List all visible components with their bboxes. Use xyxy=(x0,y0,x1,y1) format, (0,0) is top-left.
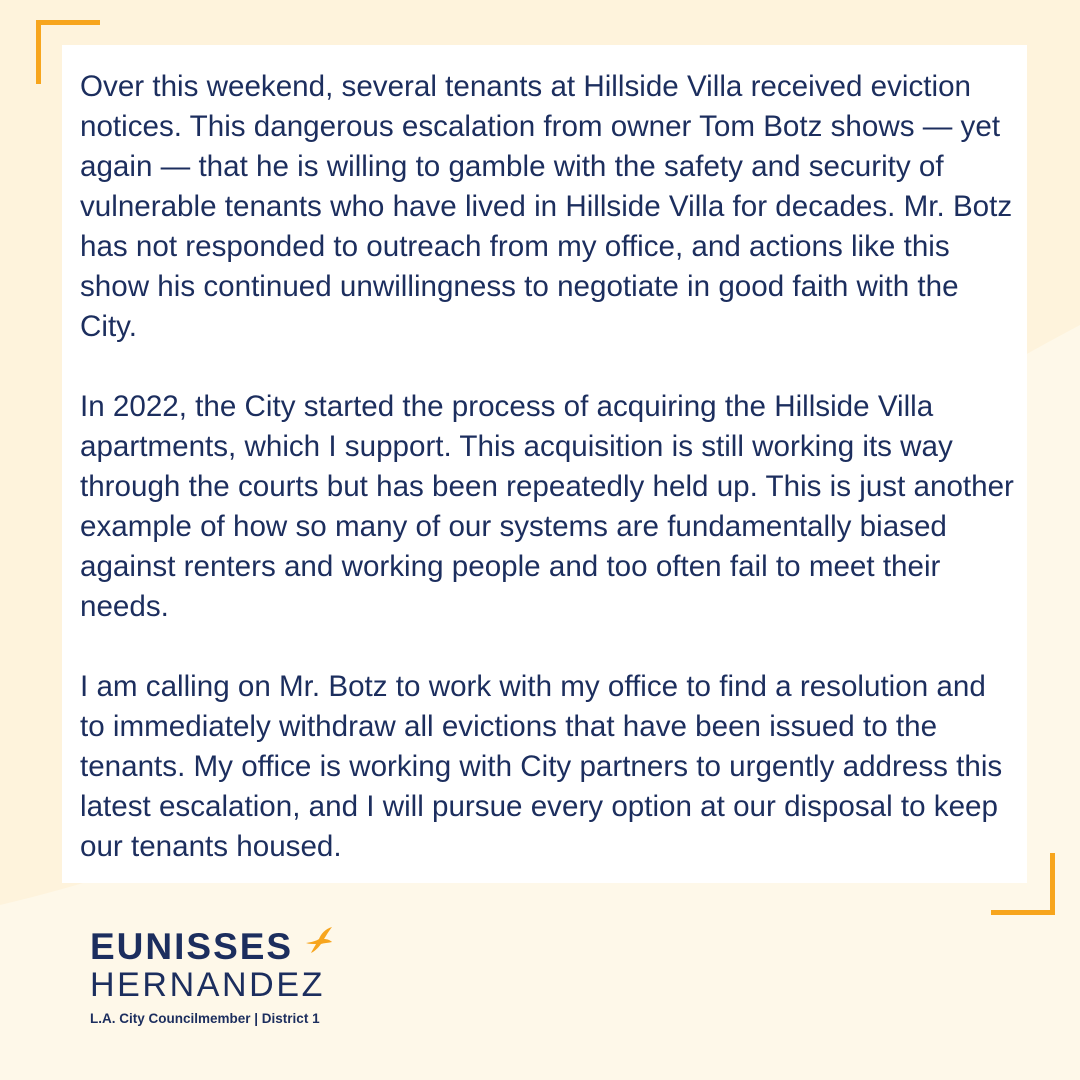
corner-bracket-bottom-right-horizontal xyxy=(991,910,1055,915)
corner-bracket-bottom-right-vertical xyxy=(1050,853,1055,915)
logo-first-name: EUNISSES xyxy=(90,926,294,967)
councilmember-logo xyxy=(90,928,325,1028)
corner-bracket-top-left-horizontal xyxy=(36,20,100,25)
logo-subtitle: L.A. City Councilmember | District 1 xyxy=(90,1011,320,1026)
hummingbird-icon xyxy=(304,926,334,956)
statement-text xyxy=(80,67,1015,867)
statement-paragraph-2: In 2022, the City started the process of acquiring the Hillside Villa apartments, which I support. This acquisition is still working its way through the courts but has been repeatedly held up. This is just another example of how so many of our systems are fundamentally biased against renters and working people and too often fail to meet their needs. xyxy=(80,390,1014,623)
logo-last-name: HERNANDEZ xyxy=(90,966,325,1004)
corner-bracket-top-left-vertical xyxy=(36,20,41,84)
statement-paragraph-3: I am calling on Mr. Botz to work with my office to find a resolution and to immediately withdraw all evictions that have been issued to the tenants. My office is working with City partners to urgently address this latest escalation, and I will pursue every option at our disposal to keep our tenants housed. xyxy=(80,670,1003,863)
statement-paragraph-1: Over this weekend, several tenants at Hillside Villa received eviction notices. This dangerous escalation from owner Tom Botz shows — yet again — that he is willing to gamble with the safety and security of vulnerable tenants who have lived in Hillside Villa for decades. Mr. Botz has not responded to outreach from my office, and actions like this show his continued unwillingness to negotiate in good faith with the City. xyxy=(80,70,1013,343)
